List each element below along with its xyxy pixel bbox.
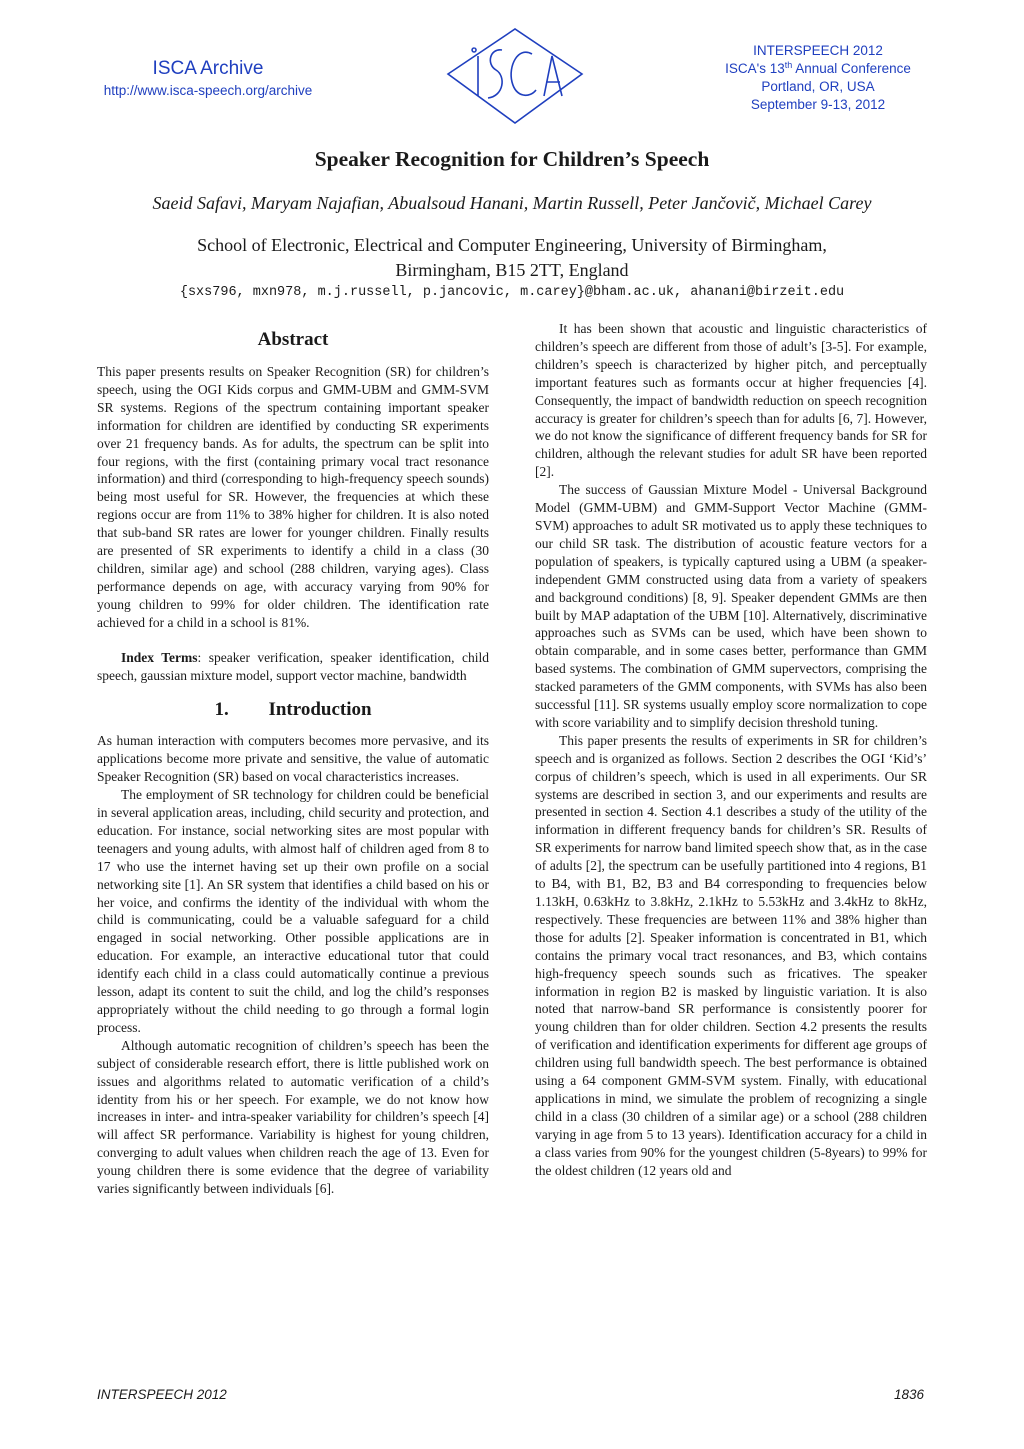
conference-dates: September 9-13, 2012 bbox=[750, 97, 886, 112]
conference-annual: ISCA's 13th Annual Conference bbox=[725, 60, 911, 76]
conference-header bbox=[700, 42, 936, 114]
paper-affiliation: School of Electronic, Electrical and Computer Engineering, University of Birmingham, Birmingham, B15 2TT, England bbox=[197, 235, 827, 280]
right-column bbox=[535, 320, 927, 1180]
conference-location: Portland, OR, USA bbox=[761, 79, 875, 94]
intro-paragraph: This paper presents the results of experiments in SR for children’s speech and is organized as follows. Section 2 describes the OGI ‘Kid’s’ corpus of children’s speech, which is used in all experiments. Our SR systems are described in section 3, and our experiments and results are presented in section 4. Section 4.1 describes a study of the utility of the information in different frequency bands for children’s SR. Results of SR experiments for narrow band limited speech show that, as in the case of adults [2], the spectrum can be usefully partitioned into 4 regions, B1 to B4, with B1, B2, B3 and B4 corresponding to frequencies below 1.13kH, 0.63kHz to 3.8kHz, 2.1kHz to 5.53kHz and 3.4kHz to 8kHz, respectively. These frequencies are between 11% and 38% higher than those for adults [2]. Speaker information is concentrated in B1, which contains the primary vocal tract resonances, and B3, which contains high-frequency speech sounds such as fricatives. The speaker information in region B2 is masked by linguistic variation. It is also noted that narrow-band SR performance is consistently poorer for young children than for older children. Section 4.2 presents the results of verification and identification experiments for different age groups of children using full bandwidth speech. The best performance is obtained using a 64 component GMM-SVM system. Finally, with educational applications in mind, we simulate the problem of recognizing a single child in a class (30 children of a similar age) or a school (288 children varying in age from 5 to 13 years). Identification accuracy for a child in a class varies from 90% for the youngest children (5-8years) to 99% for the oldest children (12 years old and bbox=[535, 732, 927, 1178]
intro-paragraph: The success of Gaussian Mixture Model - Universal Background Model (GMM-UBM) and GMM-Support Vector Machine (GMM-SVM) approaches to adult SR motivated us to apply these techniques to our child SR task. The distribution of acoustic feature vectors for a population of speakers, is typically captured using a UBM (a speaker-independent GMM constructed using data from a variety of speakers and background conditions) [8, 9]. Speaker dependent GMMs are then built by MAP adaptation of the UBM [10]. Alternatively, discriminative approaches such as SVMs can be used, which have been shown to obtain comparable, and in some cases better, performance than GMM based systems. The combination of GMM supervectors, comprising the stacked parameters of the GMM components, with SVMs has also been successful [11]. SR systems usually employ score normalization to cope with score variability and to simplify decision threshold tuning. bbox=[535, 482, 927, 730]
conference-name: INTERSPEECH 2012 bbox=[753, 43, 883, 58]
index-terms: Index Terms: speaker verification, speaker identification, child speech, gaussian mixture model, support vector machine, bandwidth bbox=[97, 649, 489, 683]
archive-url[interactable]: http://www.isca-speech.org/archive bbox=[103, 83, 313, 98]
archive-name: ISCA Archive bbox=[152, 58, 264, 79]
abstract-text: This paper presents results on Speaker Recognition (SR) for children’s speech, using the OGI Kids corpus and GMM-UBM and GMM-SVM SR systems. Regions of the spectrum containing important speaker information for children are identified by conducting SR experiments over 21 frequency bands. As for adults, the spectrum can be split into four regions, with the first (containing primary vocal tract resonance information) and third (corresponding to high-frequency speech sounds) being most useful for SR. However, the frequencies at which these regions occur are from 11% to 38% higher for children. It is also noted that sub-band SR rates are lower for younger children. Finally results are presented of SR experiments to identify a child in a class (30 children, similar age) and school (288 children, varying ages). Class performance depends on age, with accuracy varying from 90% for young children to 99% for older children. The identification rate achieved for a child in a school is 81%. bbox=[97, 364, 489, 630]
author-emails: {sxs796, mxn978, m.j.russell, p.jancovic, m.carey}@bham.ac.uk, ahanani@birzeit.edu bbox=[179, 285, 845, 300]
intro-paragraph: It has been shown that acoustic and linguistic characteristics of children’s speech are different from those of adult’s [3-5]. For example, children’s speech is characterized by higher pitch, and perceptually important features such as formants occur at higher frequencies [4]. Consequently, the impact of bandwidth reduction on speech recognition accuracy is greater for children’s speech than for adults [6, 7]. However, we do not know the significance of different frequency bands for SR for children, although the relevant studies for adult SR have been reported [2]. bbox=[535, 321, 927, 480]
paper-authors: Saeid Safavi, Maryam Najafian, Abualsoud Hanani, Martin Russell, Peter Jančovič, Michael Carey bbox=[152, 193, 872, 213]
page-number: 1836 bbox=[893, 1387, 924, 1402]
left-column bbox=[97, 320, 489, 1198]
intro-paragraph: The employment of SR technology for children could be beneficial in several application areas, including, child security and protection, and education. For instance, social networking sites are most popular with teenagers and young adults, with almost half of children aged from 8 to 17 who use the internet having set up their own profile on a social networking site [1]. An SR system that identifies a child based on his or her voice, and confirms the identity of the individual with whom the child is communicating, could be a valuable safeguard for a child engaged in social networking. Other possible applications are in education. For example, an interactive educational tutor that could identify each child in a class could automatically continue a previous lesson, adapt its content to suit the child, and log the child’s responses appropriately without the child needing to go through a formal login process. bbox=[97, 787, 489, 1035]
isca-logo-icon bbox=[440, 26, 590, 126]
footer-conference: INTERSPEECH 2012 bbox=[97, 1387, 227, 1402]
intro-paragraph: As human interaction with computers becomes more pervasive, and its applications become more private and sensitive, the value of automatic Speaker Recognition (SR) based on vocal characteristics increases. bbox=[97, 733, 489, 785]
abstract-heading: Abstract bbox=[257, 329, 329, 350]
archive-header bbox=[80, 58, 336, 100]
intro-paragraph: Although automatic recognition of children’s speech has been the subject of considerable research effort, there is little published work on issues and algorithms related to automatic verification of a child’s identity from his or her speech. For example, we do not know how increases in inter- and intra-speaker variability for children’s speech [4] will affect SR performance. Variability is highest for young children, converging to adult values when children reach the age of 13. Even for young children there is some evidence that the degree of variability varies significantly between individuals [6]. bbox=[97, 1037, 489, 1197]
paper-title: Speaker Recognition for Children’s Speech bbox=[314, 147, 710, 171]
introduction-heading: 1. Introduction bbox=[214, 699, 372, 721]
